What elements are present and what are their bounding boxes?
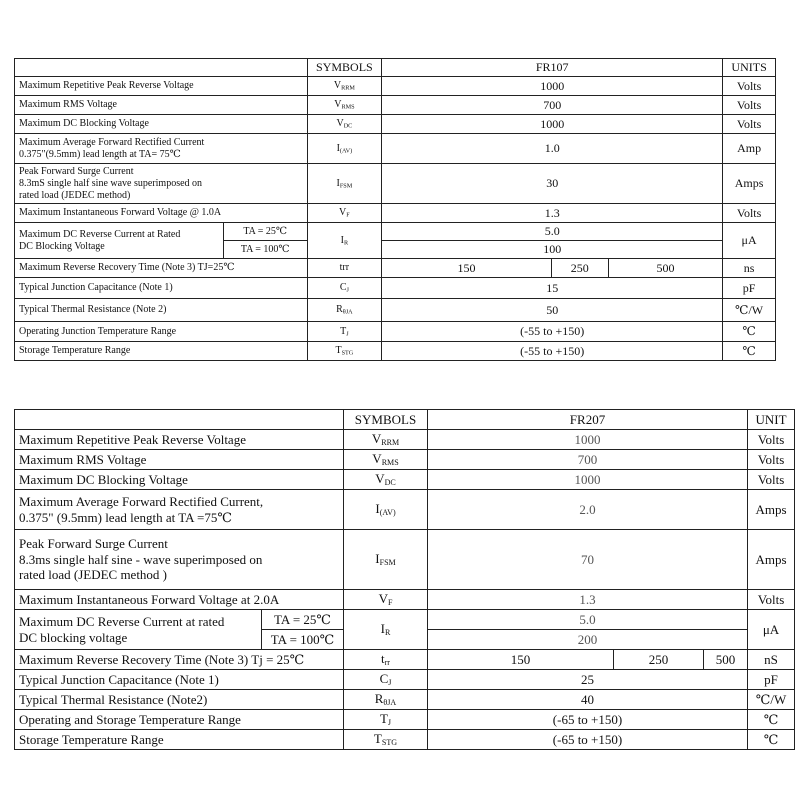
unit: pF	[748, 670, 795, 690]
param-label: Operating Junction Temperature Range	[15, 322, 308, 342]
symbol: $C_J$	[344, 670, 428, 690]
table-row	[15, 115, 776, 134]
table-row	[15, 690, 795, 710]
param-label: Maximum Instantaneous Forward Voltage @ 1.0A	[15, 204, 308, 223]
value: (-65 to +150)	[428, 730, 748, 750]
param-label: Maximum Average Forward Rectified Current 0.375"(9.5mm) lead length at TA= 75℃	[15, 134, 308, 164]
param-label: Maximum DC Blocking Voltage	[15, 470, 344, 490]
symbol: $T_{STG}$	[344, 730, 428, 750]
symbol: $t_{rr}$	[344, 650, 428, 670]
value: (-65 to +150)	[428, 710, 748, 730]
symbol: $V_F$	[307, 204, 382, 223]
table-row	[15, 470, 795, 490]
fr107-spec-table	[14, 58, 776, 361]
value-25c: 5.0	[382, 223, 723, 241]
unit: ℃	[748, 730, 795, 750]
value: 25	[428, 670, 748, 690]
unit: Volts	[748, 450, 795, 470]
unit: Volts	[723, 77, 776, 96]
param-label: Maximum DC Reverse Current at rated DC blocking voltage	[15, 610, 262, 650]
symbol: $R_{\theta JA}$	[307, 299, 382, 322]
table-row	[15, 77, 776, 96]
table-row	[15, 278, 776, 299]
table-row	[15, 164, 776, 204]
table-row	[15, 299, 776, 322]
param-label: Maximum Reverse Recovery Time (Note 3) TJ=25℃	[15, 259, 308, 278]
unit: Amp	[723, 134, 776, 164]
unit: Volts	[748, 590, 795, 610]
trr-value: 150	[428, 650, 614, 670]
trr-value: 250	[551, 259, 608, 278]
symbol: $V_{RRM}$	[307, 77, 382, 96]
trr-value: 500	[704, 650, 748, 670]
header-symbols: SYMBOLS	[344, 410, 428, 430]
condition-100c: TA = 100℃	[262, 630, 344, 650]
table-row	[15, 134, 776, 164]
param-label: Maximum Reverse Recovery Time (Note 3) Tj = 25℃	[15, 650, 344, 670]
value: 2.0	[428, 490, 748, 530]
value: 700	[382, 96, 723, 115]
table-row	[15, 204, 776, 223]
symbol: $V_{DC}$	[344, 470, 428, 490]
table-row	[15, 730, 795, 750]
symbol: $V_F$	[344, 590, 428, 610]
table-row	[15, 259, 776, 278]
unit: Volts	[723, 204, 776, 223]
value-100c: 200	[428, 630, 748, 650]
symbol: $T_J$	[307, 322, 382, 342]
param-label: Typical Junction Capacitance (Note 1)	[15, 670, 344, 690]
symbol: $I_{FSM}$	[307, 164, 382, 204]
symbol: $I_R$	[307, 223, 382, 259]
value: 700	[428, 450, 748, 470]
unit: Amps	[748, 530, 795, 590]
header-part-number: FR107	[382, 59, 723, 77]
unit: Amps	[723, 164, 776, 204]
table-row	[15, 530, 795, 590]
symbol: $V_{DC}$	[307, 115, 382, 134]
header-row	[15, 410, 795, 430]
table-row	[15, 590, 795, 610]
param-label: Typical Junction Capacitance (Note 1)	[15, 278, 308, 299]
value: 50	[382, 299, 723, 322]
param-label: Maximum DC Reverse Current at Rated DC Blocking Voltage	[15, 223, 224, 259]
table-row	[15, 342, 776, 361]
value: 1.3	[382, 204, 723, 223]
fr207-spec-table	[14, 409, 795, 750]
symbol: $I_{(AV)}$	[344, 490, 428, 530]
value: 15	[382, 278, 723, 299]
value: 1000	[428, 430, 748, 450]
value: 70	[428, 530, 748, 590]
value: 40	[428, 690, 748, 710]
reverse-current-row	[15, 610, 795, 630]
table-row	[15, 322, 776, 342]
header-units: UNIT	[748, 410, 795, 430]
header-units: UNITS	[723, 59, 776, 77]
param-label: Maximum Repetitive Peak Reverse Voltage	[15, 77, 308, 96]
unit: Volts	[723, 96, 776, 115]
param-label: Operating and Storage Temperature Range	[15, 710, 344, 730]
table-row	[15, 710, 795, 730]
unit: ℃	[748, 710, 795, 730]
condition-25c: TA = 25℃	[262, 610, 344, 630]
param-label: Maximum RMS Voltage	[15, 450, 344, 470]
param-label: Peak Forward Surge Current 8.3ms single half sine - wave superimposed on rated load (JEDEC method )	[15, 530, 344, 590]
table-row	[15, 450, 795, 470]
symbol: $T_J$	[344, 710, 428, 730]
unit: μA	[748, 610, 795, 650]
unit: ns	[723, 259, 776, 278]
value-25c: 5.0	[428, 610, 748, 630]
header-blank	[15, 59, 308, 77]
param-label: Maximum RMS Voltage	[15, 96, 308, 115]
header-blank	[15, 410, 344, 430]
value: (-55 to +150)	[382, 342, 723, 361]
unit: ℃	[723, 342, 776, 361]
unit: pF	[723, 278, 776, 299]
unit: μA	[723, 223, 776, 259]
symbol: $V_{RRM}$	[344, 430, 428, 450]
unit: ℃/W	[723, 299, 776, 322]
unit: ℃/W	[748, 690, 795, 710]
header-part-number: FR207	[428, 410, 748, 430]
header-row	[15, 59, 776, 77]
trr-value: 500	[608, 259, 722, 278]
value: 30	[382, 164, 723, 204]
symbol: $V_{RMS}$	[307, 96, 382, 115]
unit: Volts	[723, 115, 776, 134]
param-label: Maximum Instantaneous Forward Voltage at 2.0A	[15, 590, 344, 610]
trr-value: 250	[614, 650, 704, 670]
unit: nS	[748, 650, 795, 670]
symbol: $V_{RMS}$	[344, 450, 428, 470]
table-row	[15, 490, 795, 530]
value: 1.0	[382, 134, 723, 164]
trr-value: 150	[382, 259, 551, 278]
value: 1000	[382, 115, 723, 134]
reverse-current-row	[15, 223, 776, 241]
symbol: $T_{STG}$	[307, 342, 382, 361]
table-row	[15, 96, 776, 115]
value-100c: 100	[382, 241, 723, 259]
value: 1.3	[428, 590, 748, 610]
symbol: $I_{(AV)}$	[307, 134, 382, 164]
condition-25c: TA = 25℃	[223, 223, 307, 241]
symbol: $C_J$	[307, 278, 382, 299]
symbol: $R_{\theta JA}$	[344, 690, 428, 710]
param-label: Maximum Average Forward Rectified Current, 0.375" (9.5mm) lead length at TA =75℃	[15, 490, 344, 530]
param-label: Peak Forward Surge Current 8.3mS single half sine wave superimposed on rated load (JEDEC method)	[15, 164, 308, 204]
condition-100c: TA = 100℃	[223, 241, 307, 259]
symbol: trr	[307, 259, 382, 278]
symbol: $I_{FSM}$	[344, 530, 428, 590]
unit: Amps	[748, 490, 795, 530]
param-label: Typical Thermal Resistance (Note 2)	[15, 299, 308, 322]
header-symbols: SYMBOLS	[307, 59, 382, 77]
value: 1000	[382, 77, 723, 96]
param-label: Maximum DC Blocking Voltage	[15, 115, 308, 134]
value: (-55 to +150)	[382, 322, 723, 342]
symbol: $I_R$	[344, 610, 428, 650]
param-label: Maximum Repetitive Peak Reverse Voltage	[15, 430, 344, 450]
table-row	[15, 670, 795, 690]
value: 1000	[428, 470, 748, 490]
param-label: Storage Temperature Range	[15, 342, 308, 361]
unit: Volts	[748, 430, 795, 450]
param-label: Storage Temperature Range	[15, 730, 344, 750]
table-row	[15, 650, 795, 670]
param-label: Typical Thermal Resistance (Note2)	[15, 690, 344, 710]
unit: ℃	[723, 322, 776, 342]
unit: Volts	[748, 470, 795, 490]
table-row	[15, 430, 795, 450]
